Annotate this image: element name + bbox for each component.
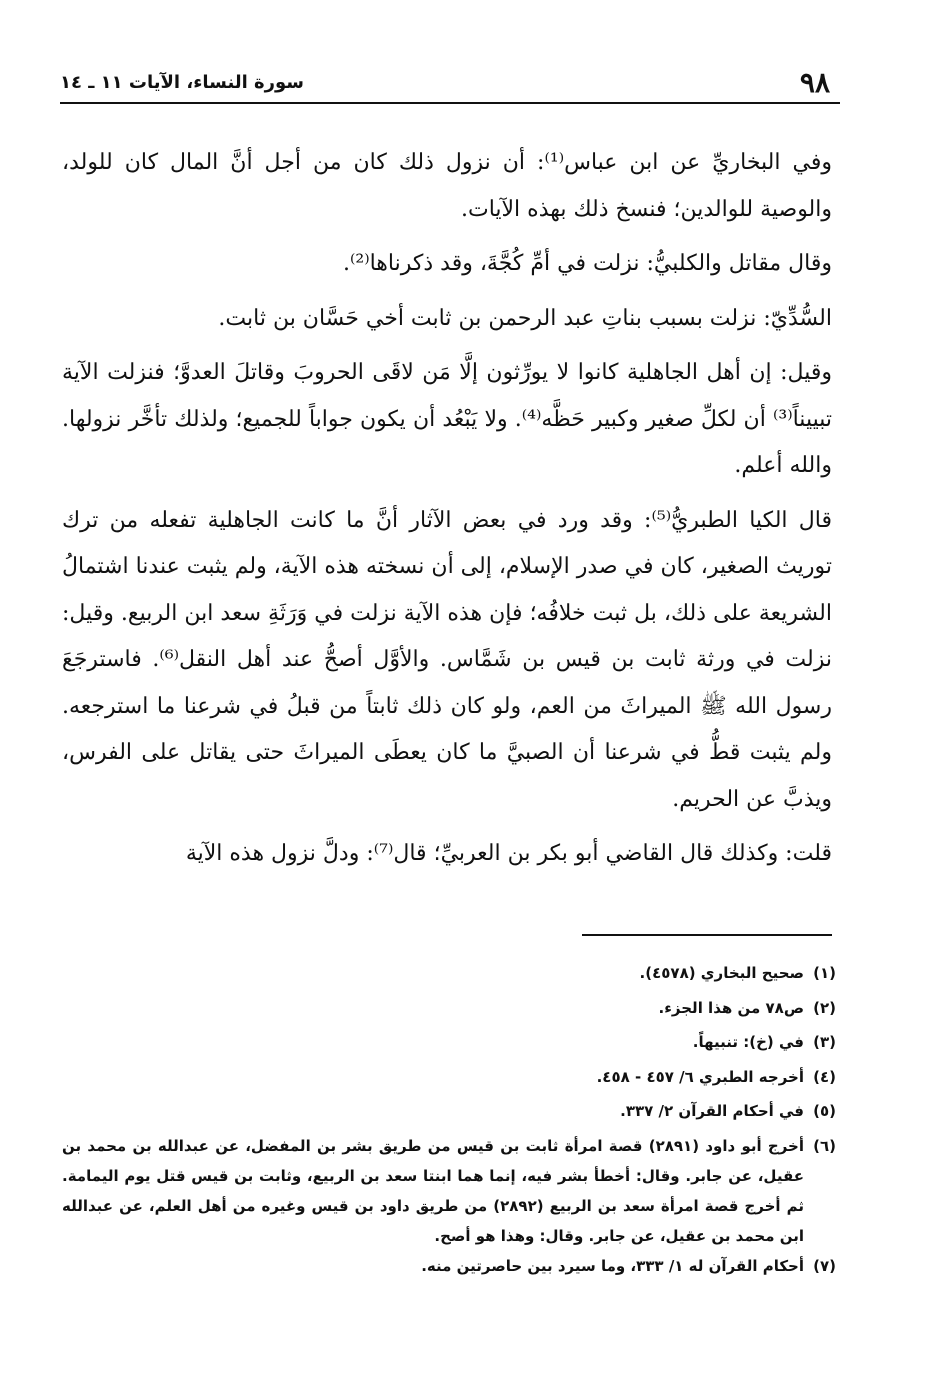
footnote-text: في (خ): تنبيهاً. (692, 1033, 804, 1051)
footnote-number: (٤) (813, 1067, 836, 1086)
main-text (62, 140, 832, 886)
footnote (62, 958, 836, 988)
paragraph: وقال مقاتل والكلبيُّ: نزلت في أمِّ كُجَّةَ، وقد ذكرناها⁽²⁾. (342, 251, 832, 276)
paragraph: وفي البخاريِّ عن ابن عباس⁽¹⁾: أن نزول ذلك كان من أجل أنَّ المال كان للولد، والوصية للوالدين؛ فنسخ ذلك بهذه الآيات. (62, 150, 832, 222)
footnote-text: أخرج أبو داود (٢٨٩١) قصة امرأة ثابت بن قيس من طريق بشر بن المفضل، عن عبدالله بن محمد بن عقيل، عن جابر. وقال: أخطأ بشر فيه، إنما هما ابنتا سعد بن الربيع، وثابت بن قيس قتل يوم اليمامة. ثم أخرج قصة امرأة سعد بن الربيع (٢٨٩٢) من طريق داود بن قيس وغيره من أهل العلم، عن عبدالله ابن محمد بن عقيل، عن جابر. وقال: وهذا هو أصح. (62, 1136, 805, 1245)
paragraph: السُّدِّيّ: نزلت بسبب بناتِ عبد الرحمن بن ثابت أخي حَسَّان بن ثابت. (218, 305, 832, 331)
footnote-separator (582, 934, 832, 936)
page-header (60, 62, 840, 104)
footnote-text: صحيح البخاري (٤٥٧٨). (639, 964, 804, 982)
footnote (62, 1251, 836, 1281)
footnote-number: (٢) (813, 998, 836, 1017)
footnote (62, 993, 836, 1023)
page-number: ٩٨ (799, 66, 830, 99)
footnote-number: (٦) (813, 1136, 836, 1155)
footnote-number: (٣) (813, 1033, 836, 1051)
footnote-text: في أحكام القرآن ٢/ ٣٣٧. (620, 1102, 804, 1120)
paragraph: قال الكيا الطبريُّ⁽⁵⁾: وقد ورد في بعض الآثار أنَّ ما كانت الجاهلية تفعله من ترك توريث الصغير، كان في صدر الإسلام، إلى أن نسخته هذه الآية، ولم يثبت عندنا اشتمالُ الشريعة على ذلك، بل ثبت خلافُه؛ فإن هذه الآية نزلت في وَرَثَةِ سعد ابن الربيع. وقيل: نزلت في ورثة ثابت بن قيس بن شَمَّاس. والأوَّل أصحُّ عند أهل النقل⁽⁶⁾. فاسترجَعَ رسول الله ﷺ الميراثَ من العم، ولو كان ذلك ثابتاً من قبلُ في شرعنا ما استرجعه. ولم يثبت قطُّ في شرعنا أن الصبيَّ ما كان يعطَى الميراثَ حتى يقاتل على الفرس، ويذبَّ عن الحريم. (62, 507, 832, 812)
footnotes (62, 958, 836, 1285)
footnote-number: (١) (813, 964, 836, 982)
running-head: سورة النساء، الآيات ١١ ـ ١٤ (60, 72, 305, 93)
footnote (62, 1062, 836, 1092)
footnote-number: (٧) (813, 1256, 836, 1275)
footnote (62, 1027, 836, 1057)
footnote-number: (٥) (813, 1102, 836, 1120)
footnote (62, 1096, 836, 1126)
paragraph: قلت: وكذلك قال القاضي أبو بكر بن العربيِّ؛ قال⁽⁷⁾: ودلَّ نزول هذه الآية (185, 841, 832, 866)
footnote-text: أخرجه الطبري ٦/ ٤٥٧ - ٤٥٨. (596, 1067, 804, 1086)
paragraph: وقيل: إن أهل الجاهلية كانوا لا يورِّثون إلَّا مَن لاقَى الحروبَ وقاتلَ العدوَّ؛ فنزلت الآية تبييناً⁽³⁾ أن لكلِّ صغير وكبير حَظَّه⁽⁴⁾. ولا يَبْعُد أن يكون جواباً للجميع؛ ولذلك تأخَّر نزولها. والله أعلم. (62, 360, 832, 478)
footnote-text: ص٧٨ من هذا الجزء. (658, 998, 804, 1017)
footnote-text: أحكام القرآن له ١/ ٣٣٣، وما سيرد بين حاصرتين منه. (421, 1256, 804, 1275)
footnote (62, 1131, 836, 1251)
